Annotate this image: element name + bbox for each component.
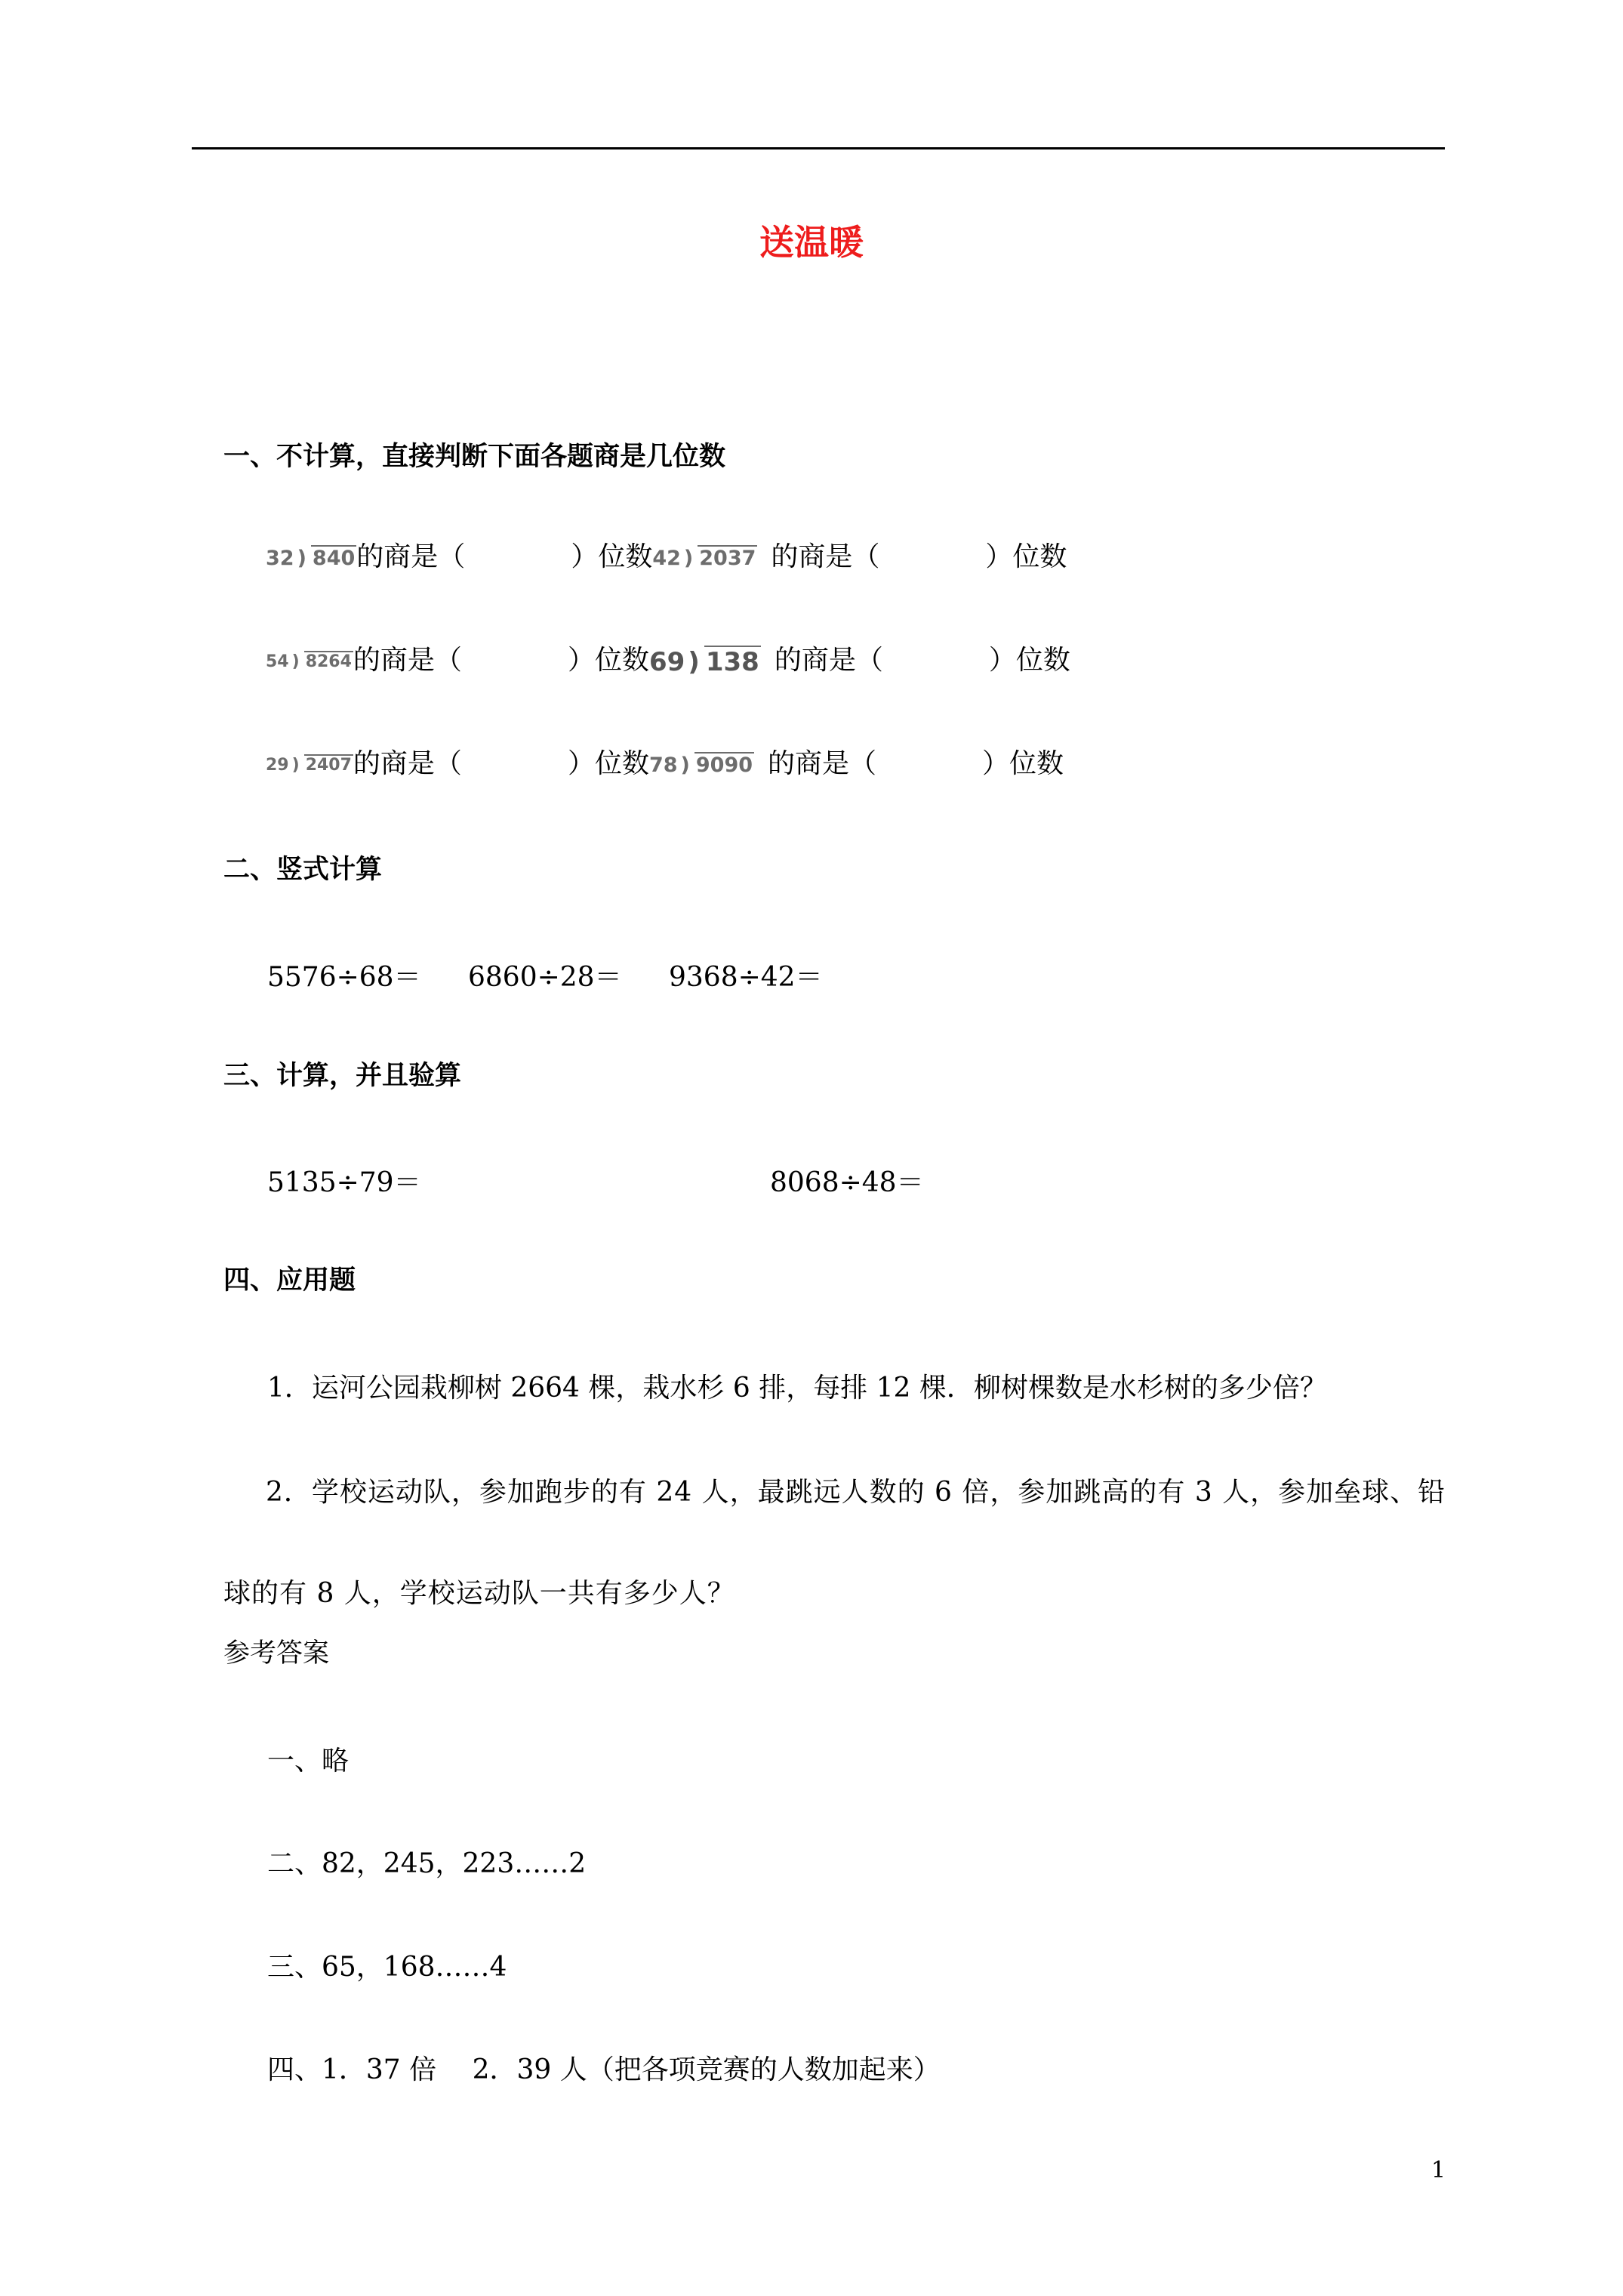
- section-2-heading: 二、竖式计算: [223, 855, 383, 885]
- long-division-image: 29 ) 2407: [266, 756, 352, 775]
- page-title: 送温暖: [759, 222, 864, 263]
- quotient-row-1: 32 ) 840的商是（ ）位数42 ) 2037 的商是（ ）位数: [266, 541, 1067, 575]
- long-division-image: 69 ) 138: [648, 647, 759, 677]
- page-number: 1: [1431, 2157, 1446, 2184]
- answer-1: 一、略: [267, 1746, 350, 1777]
- word-problem-2: 2．学校运动队，参加跑步的有 24 人，最跳远人数的 6 倍，参加跳高的有 3 人，参加垒球、铅球的有 8 人，学校运动队一共有多少人？: [223, 1477, 1446, 1609]
- long-division-image: 32 ) 840: [266, 547, 356, 570]
- long-division-image: 54 ) 8264: [266, 652, 352, 671]
- section-3-heading: 三、计算，并且验算: [223, 1061, 462, 1091]
- problem-6860: 6860÷28＝: [468, 962, 622, 993]
- problem-5135: 5135÷79＝: [267, 1167, 421, 1198]
- answer-4: 四、1．37 倍 2．39 人（把各项竞赛的人数加起来）: [267, 2054, 941, 2085]
- answers-heading: 参考答案: [223, 1638, 330, 1669]
- section-1-heading: 一、不计算，直接判断下面各题商是几位数: [223, 442, 726, 472]
- problem-8068: 8068÷48＝: [770, 1167, 924, 1198]
- answer-2: 二、82，245，223……2: [267, 1848, 587, 1879]
- problem-9368: 9368÷42＝: [669, 962, 823, 993]
- section-4-heading: 四、应用题: [223, 1265, 356, 1296]
- answer-3: 三、65，168……4: [267, 1952, 507, 1983]
- long-division-image: 78 ) 9090: [648, 754, 753, 777]
- quotient-row-3: 29 ) 2407的商是（ ）位数78 ) 9090 的商是（ ）位数: [266, 747, 1064, 782]
- header-rule: [192, 147, 1445, 149]
- long-division-image: 42 ) 2037: [652, 547, 756, 570]
- problem-5576: 5576÷68＝: [267, 962, 421, 993]
- quotient-row-2: 54 ) 8264的商是（ ）位数69 ) 138 的商是（ ）位数: [266, 645, 1070, 677]
- word-problem-1: 1．运河公园栽柳树 2664 棵，栽水杉 6 排，每排 12 棵．柳树棵数是水杉树的多少倍？: [267, 1373, 1327, 1404]
